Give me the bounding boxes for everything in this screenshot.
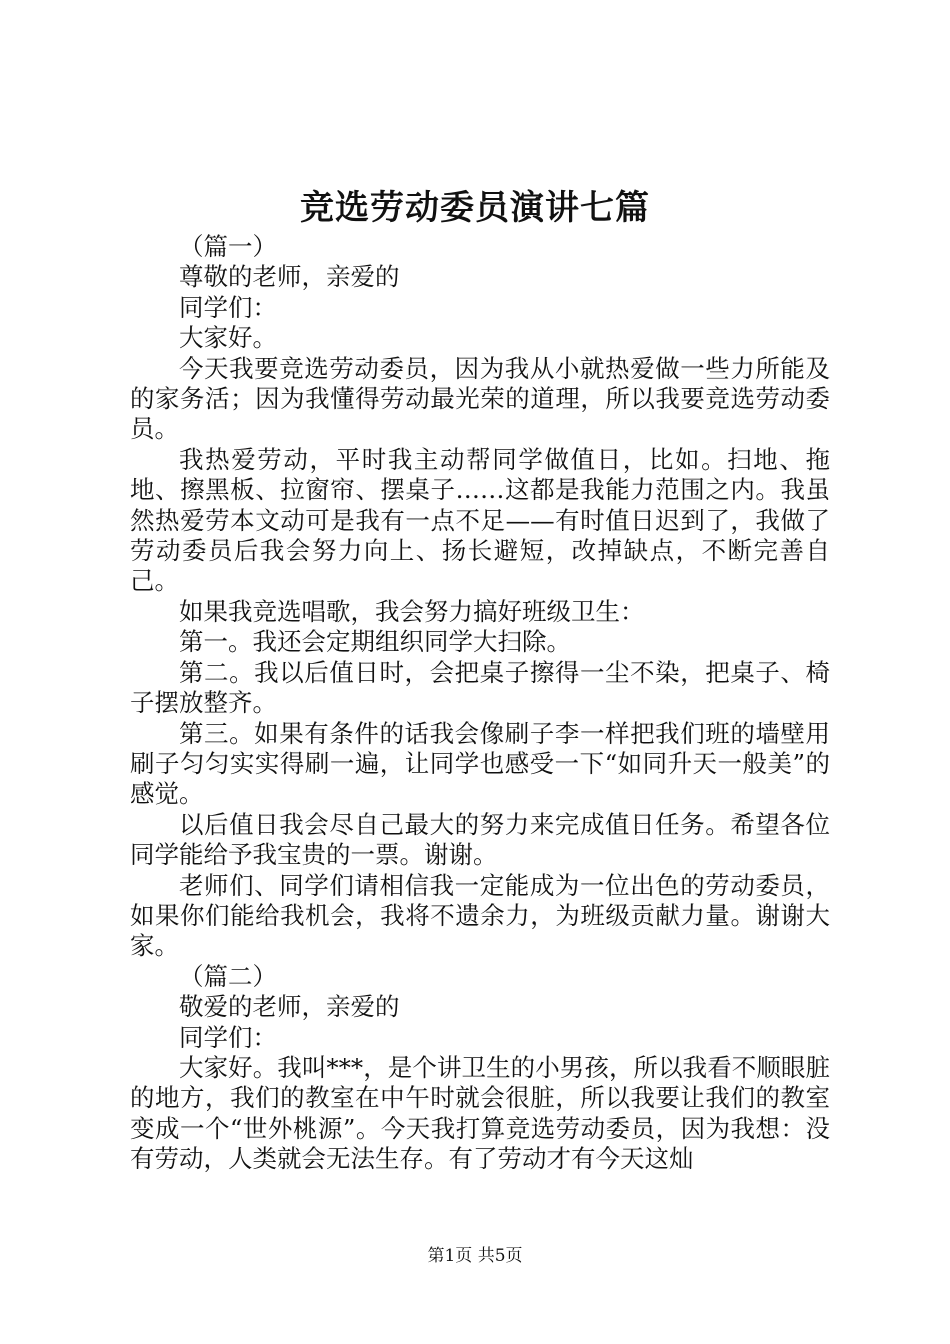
page-footer: 第1页 共5页 <box>427 1246 523 1266</box>
salutation-line: 同学们： <box>179 292 277 322</box>
salutation-line: 敬爱的老师，亲爱的 <box>179 992 400 1022</box>
document-title: 竞选劳动委员演讲七篇 <box>300 188 650 228</box>
body-paragraph: 我热爱劳动，平时我主动帮同学做值日，比如。扫地、拖地、擦黑板、拉窗帘、摆桌子……这都是我能力范围之内。我虽然热爱劳本文动可是我有一点不足——有时值日迟到了，我做了劳动委员后我会努力向上、扬长避短，改掉缺点，不断完善自己。 <box>130 444 830 596</box>
section-heading-1: （篇一） <box>179 232 277 261</box>
salutation-line: 尊敬的老师，亲爱的 <box>179 262 400 292</box>
body-paragraph: 大家好。我叫***，是个讲卫生的小男孩，所以我看不顺眼脏的地方，我们的教室在中午时就会很脏，所以我要让我们的教室变成一个“世外桃源”。今天我打算竞选劳动委员，因为我想：没有劳动，人类就会无法生存。有了劳动才有今天这灿 <box>130 1052 830 1174</box>
body-paragraph: 今天我要竞选劳动委员，因为我从小就热爱做一些力所能及的家务活；因为我懂得劳动最光荣的道理，所以我要竞选劳动委员。 <box>130 353 830 444</box>
body-paragraph: 第一。我还会定期组织同学大扫除。 <box>179 627 571 657</box>
greeting-paragraph: 大家好。 <box>179 323 277 353</box>
body-paragraph: 如果我竞选唱歌，我会努力搞好班级卫生： <box>179 596 645 626</box>
body-paragraph: 第二。我以后值日时，会把桌子擦得一尘不染，把桌子、椅子摆放整齐。 <box>130 657 830 718</box>
body-paragraph: 老师们、同学们请相信我一定能成为一位出色的劳动委员，如果你们能给我机会，我将不遗余力，为班级贡献力量。谢谢大家。 <box>130 870 830 961</box>
salutation-line: 同学们： <box>179 1022 277 1052</box>
section-heading-2: （篇二） <box>179 961 277 991</box>
body-paragraph: 以后值日我会尽自己最大的努力来完成值日任务。希望各位同学能给予我宝贵的一票。谢谢。 <box>130 809 830 870</box>
document-body <box>130 232 830 1175</box>
body-paragraph: 第三。如果有条件的话我会像刷子李一样把我们班的墙壁用刷子匀匀实实得刷一遍，让同学也感受一下“如同升天一般美”的感觉。 <box>130 718 830 809</box>
